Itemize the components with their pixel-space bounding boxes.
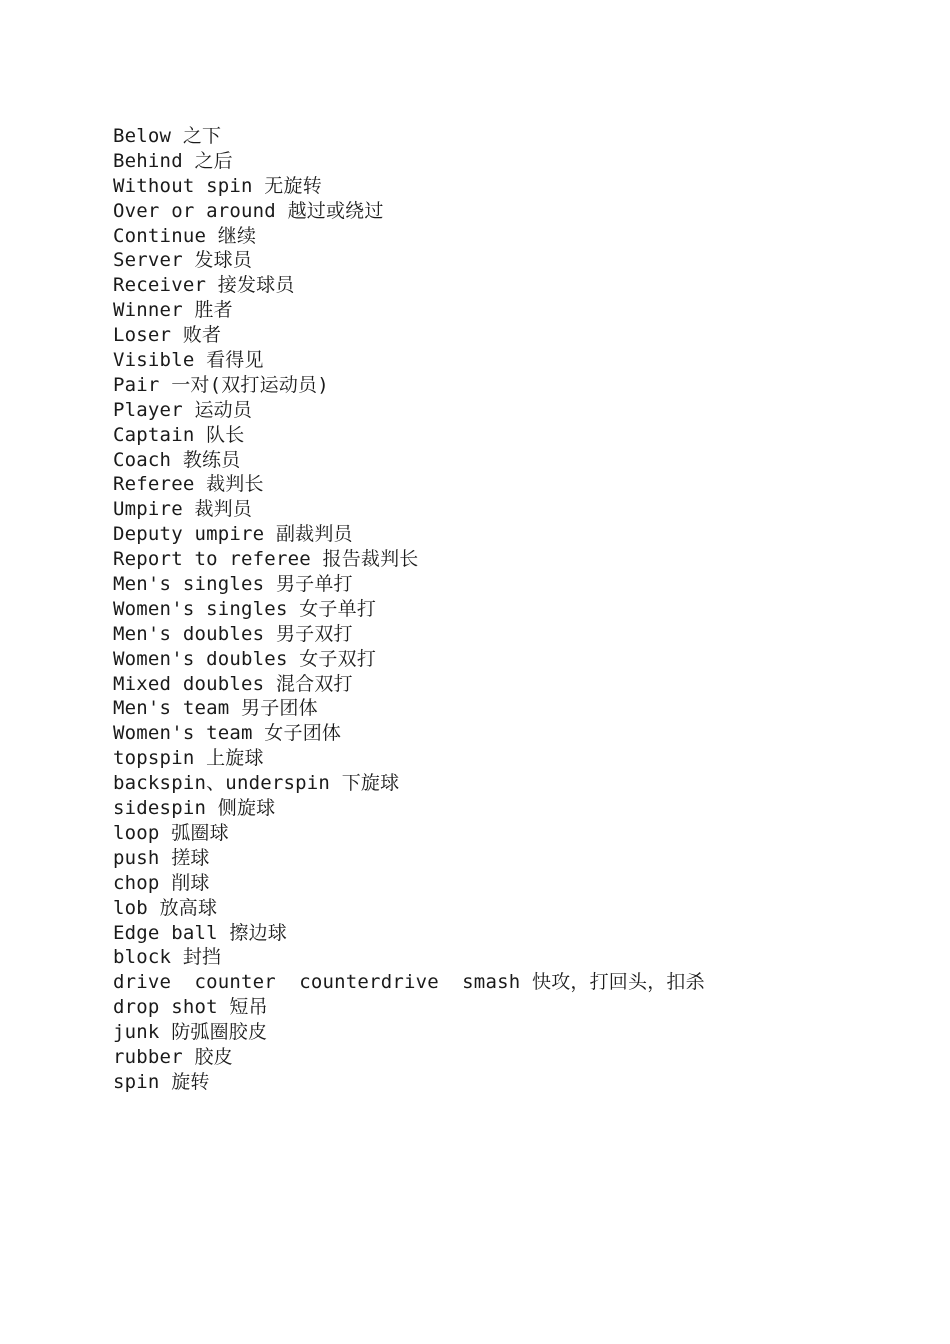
glossary-entry: Captain 队长 (113, 423, 245, 446)
glossary-entry: drive counter counterdrive smash 快攻，打回头，扣杀 (113, 971, 705, 994)
glossary-entry: Men's singles 男子单打 (113, 573, 353, 596)
glossary-entry: drop shot 短吊 (113, 996, 268, 1019)
glossary-entry: Pair 一对(双打运动员) (113, 373, 329, 396)
glossary-entry: Umpire 裁判员 (113, 498, 253, 521)
glossary-entry: block 封挡 (113, 946, 222, 969)
glossary-entry: chop 削球 (113, 871, 210, 894)
glossary-entry: Receiver 接发球员 (113, 274, 295, 297)
glossary-entry: Without spin 无旋转 (113, 174, 322, 197)
glossary-entry: loop 弧圈球 (113, 821, 229, 844)
glossary-entry: Winner 胜者 (113, 299, 233, 322)
glossary-entry: Visible 看得见 (113, 349, 264, 372)
glossary-entry: Deputy umpire 副裁判员 (113, 523, 353, 546)
glossary-entry: Edge ball 擦边球 (113, 921, 287, 944)
glossary-list (113, 124, 705, 1095)
glossary-entry: Behind 之后 (113, 149, 233, 172)
glossary-entry: lob 放高球 (113, 896, 218, 919)
glossary-entry: push 搓球 (113, 846, 210, 869)
glossary-entry: Below 之下 (113, 125, 222, 147)
glossary-entry: Over or around 越过或绕过 (113, 199, 384, 222)
glossary-entry: Men's team 男子团体 (113, 697, 318, 720)
glossary-entry: Player 运动员 (113, 398, 253, 421)
glossary-entry: Coach 教练员 (113, 448, 241, 471)
glossary-entry: Report to referee 报告裁判长 (113, 548, 419, 571)
glossary-entry: Women's team 女子团体 (113, 722, 342, 745)
glossary-entry: Loser 败者 (113, 324, 222, 347)
glossary-entry: Women's singles 女子单打 (113, 597, 377, 620)
glossary-entry: topspin 上旋球 (113, 747, 264, 770)
glossary-entry: sidespin 侧旋球 (113, 797, 276, 820)
glossary-entry: rubber 胶皮 (113, 1045, 233, 1068)
glossary-entry: spin 旋转 (113, 1070, 210, 1093)
glossary-entry: Mixed doubles 混合双打 (113, 672, 353, 695)
glossary-entry: Continue 继续 (113, 224, 257, 247)
glossary-entry: Referee 裁判长 (113, 473, 264, 496)
glossary-entry: Women's doubles 女子双打 (113, 647, 377, 670)
glossary-entry: Server 发球员 (113, 249, 253, 272)
glossary-entry: junk 防弧圈胶皮 (113, 1021, 268, 1044)
glossary-entry: backspin、underspin 下旋球 (113, 772, 400, 795)
glossary-entry: Men's doubles 男子双打 (113, 622, 353, 645)
